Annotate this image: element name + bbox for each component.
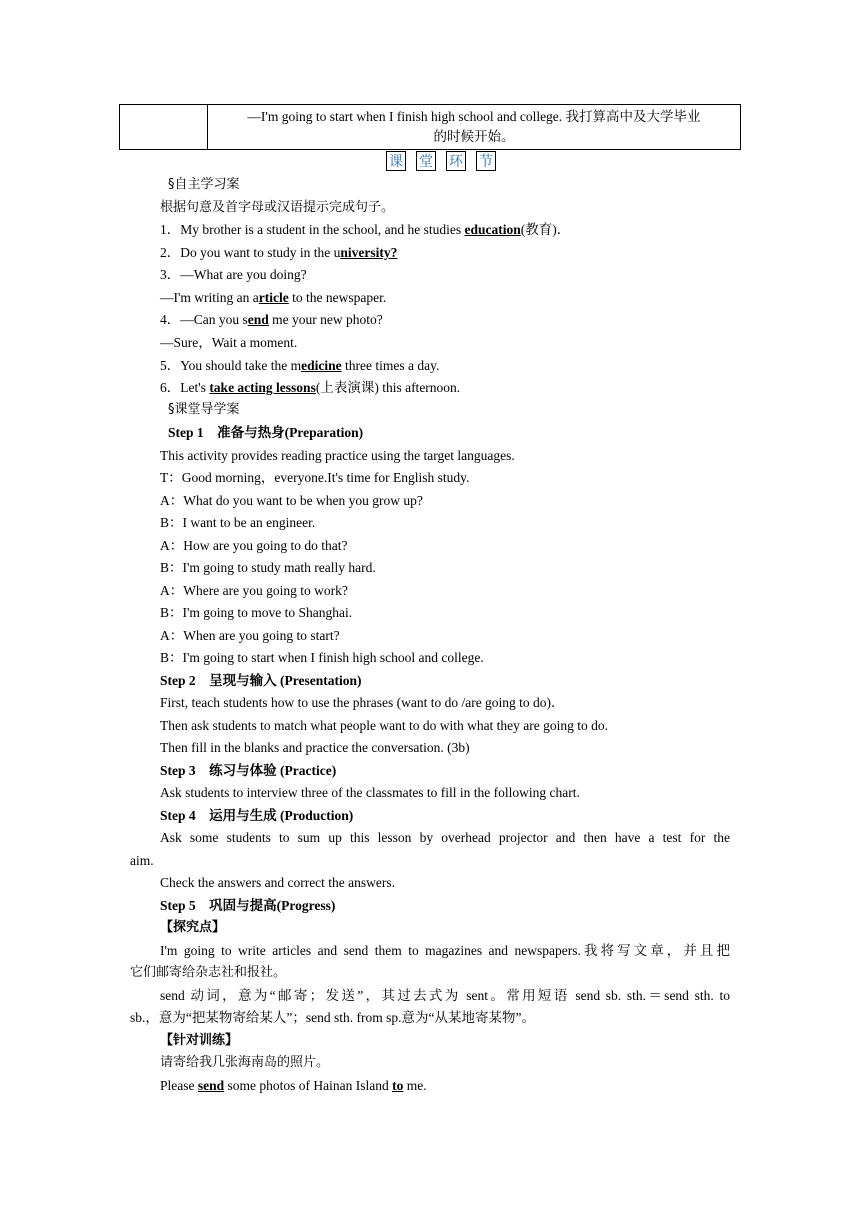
q3b-pre: —I'm writing an a xyxy=(160,290,259,305)
table-row xyxy=(119,104,741,150)
explore-line-2b: sb.，意为“把某物寄给某人”；send sth. from sp.意为“从某地寄某物”。 xyxy=(130,1010,535,1025)
question-5 xyxy=(160,357,439,375)
q6-pre: 6．Let's xyxy=(160,380,210,395)
q6-answer: take acting lessons xyxy=(209,380,316,395)
heading-box: 节 xyxy=(476,151,496,171)
step-2-heading: Step 2 呈现与输入 (Presentation) xyxy=(160,673,362,688)
q1-answer: education xyxy=(464,222,521,237)
dialog-line: T：Good morning，everyone.It's time for English study. xyxy=(160,470,470,485)
table-cell-text xyxy=(208,105,740,149)
instruction: 根据句意及首字母或汉语提示完成句子。 xyxy=(160,200,395,215)
step-1-heading: Step 1 准备与热身(Preparation) xyxy=(168,425,364,440)
training-line-1: 请寄给我几张海南岛的照片。 xyxy=(160,1055,330,1070)
q5-post: three times a day. xyxy=(341,358,440,373)
dialog-line: A：Where are you going to work? xyxy=(160,583,348,598)
question-3: 3．—What are you doing? xyxy=(160,267,307,282)
dialog-line: A：When are you going to start? xyxy=(160,628,340,643)
dialog-line: A：How are you going to do that? xyxy=(160,538,348,553)
train-post: me. xyxy=(403,1078,427,1093)
question-4b: —Sure，Wait a moment. xyxy=(160,335,298,350)
q5-pre: 5．You should take the m xyxy=(160,358,302,373)
step-2-line: Then ask students to match what people want to do with what they are going to do. xyxy=(160,718,609,733)
dialog-line: A：What do you want to be when you grow up? xyxy=(160,493,423,508)
step-3-line: Ask students to interview three of the classmates to fill in the following chart. xyxy=(160,785,580,800)
step-2-line: Then fill in the blanks and practice the conversation. (3b) xyxy=(160,740,470,755)
step-4-line-1: Ask some students to sum up this lesson by overhead projector and then have a test for the xyxy=(160,830,730,845)
q2-pre: 2．Do you want to study in the u xyxy=(160,245,341,260)
train-answer-1: send xyxy=(197,1078,225,1093)
self-study-title: §自主学习案 xyxy=(168,177,240,192)
table-line-1: —I'm going to start when I finish high school and college. 我打算高中及大学毕业 xyxy=(247,109,701,124)
step-4-heading: Step 4 运用与生成 (Production) xyxy=(160,808,354,823)
q3b-answer: rticle xyxy=(258,290,289,305)
q2-answer: niversity? xyxy=(340,245,398,260)
heading-box: 环 xyxy=(446,151,466,171)
step-2-line: First, teach students how to use the phrases (want to do /are going to do)． xyxy=(160,695,565,710)
q4-pre: 4．—Can you s xyxy=(160,312,248,327)
explore-title: 【探究点】 xyxy=(160,920,226,935)
step-5-heading: Step 5 巩固与提高(Progress) xyxy=(160,898,336,913)
explore-line-1b: 它们邮寄给杂志社和报社。 xyxy=(130,965,287,980)
q5-answer: edicine xyxy=(301,358,342,373)
dialog-line: B：I'm going to study math really hard. xyxy=(160,560,376,575)
step-4-line-1b: aim. xyxy=(130,853,154,868)
training-line-2 xyxy=(160,1077,427,1095)
section-heading-boxes xyxy=(386,151,496,171)
question-1 xyxy=(160,221,570,239)
question-4 xyxy=(160,311,383,329)
dialog-line: B：I'm going to move to Shanghai. xyxy=(160,605,353,620)
train-mid: some photos of Hainan Island xyxy=(224,1078,393,1093)
step-3-heading: Step 3 练习与体验 (Practice) xyxy=(160,763,337,778)
train-pre: Please xyxy=(160,1078,198,1093)
q4-post: me your new photo? xyxy=(268,312,383,327)
explore-line-1: I'm going to write articles and send them to magazines and newspapers.我将写文章，并且把 xyxy=(160,943,730,958)
table-line-2: 的时候开始。 xyxy=(433,129,515,144)
question-2 xyxy=(160,244,397,262)
heading-box: 课 xyxy=(386,151,406,171)
train-answer-2: to xyxy=(392,1078,404,1093)
q4-answer: end xyxy=(247,312,269,327)
q1-post: (教育)． xyxy=(520,222,571,237)
q1-pre: 1．My brother is a student in the school, and he studies xyxy=(160,222,465,237)
table-cell-empty xyxy=(120,105,208,149)
class-guide-title: §课堂导学案 xyxy=(168,402,240,417)
question-6 xyxy=(160,379,460,397)
step-4-line-2: Check the answers and correct the answers. xyxy=(160,875,396,890)
question-3b xyxy=(160,289,386,307)
q3b-post: to the newspaper. xyxy=(288,290,387,305)
step-1-intro: This activity provides reading practice using the target languages. xyxy=(160,448,515,463)
training-title: 【针对训练】 xyxy=(160,1033,239,1048)
heading-box: 堂 xyxy=(416,151,436,171)
dialog-line: B：I'm going to start when I finish high school and college. xyxy=(160,650,484,665)
q6-post: (上表演课) this afternoon. xyxy=(315,380,461,395)
dialog-line: B：I want to be an engineer. xyxy=(160,515,316,530)
explore-line-2: send 动词，意为“邮寄；发送”，其过去式为 sent。常用短语 send sb. sth.＝send sth. to xyxy=(160,988,730,1003)
